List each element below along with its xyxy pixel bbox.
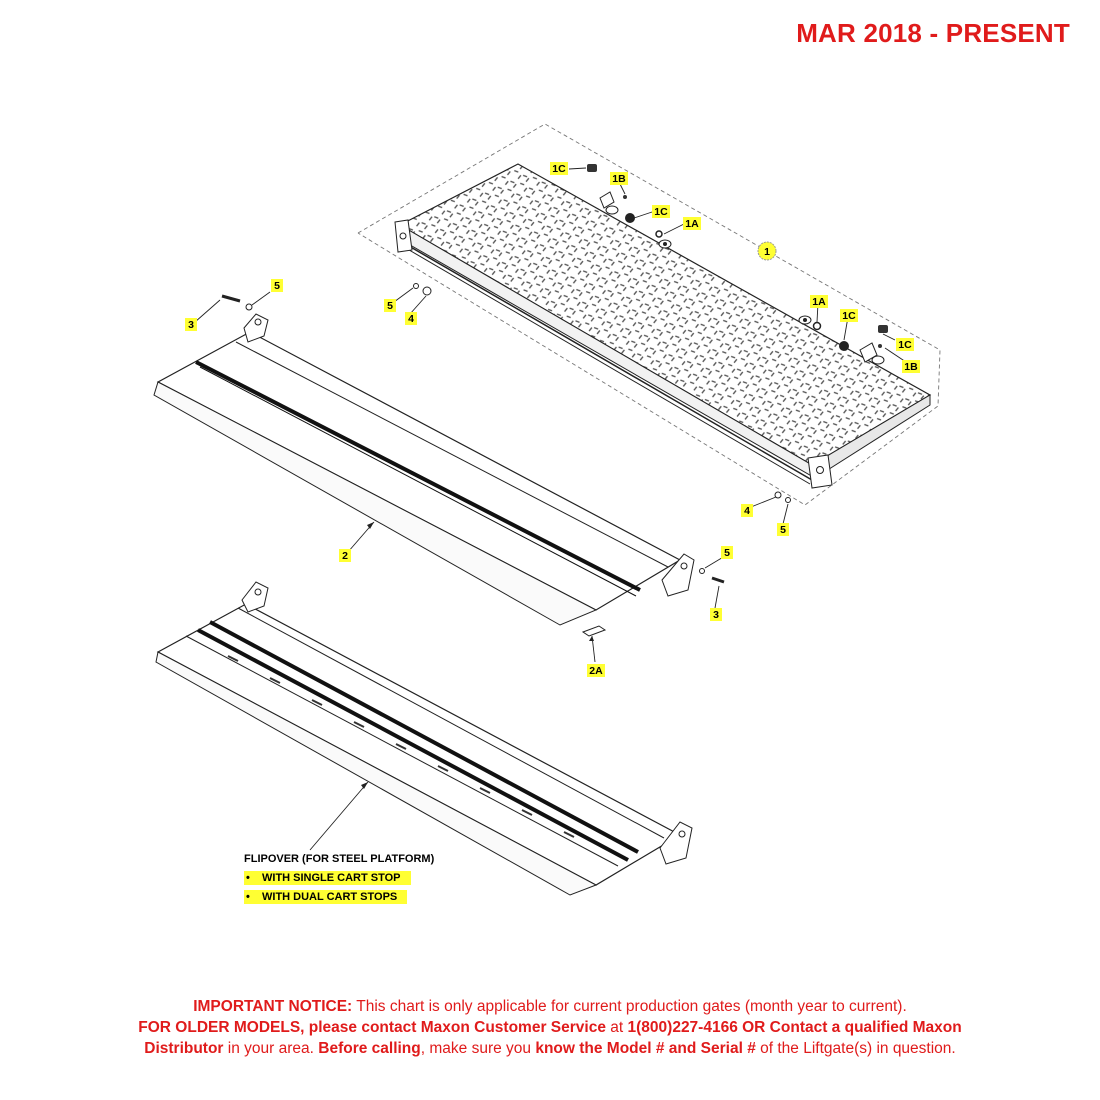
flipover-option-dual-cart-stops [244,890,407,904]
callout-5-left-bottom-text: 5 [387,300,393,312]
callout-1c-top-mid-text: 1C [654,206,668,218]
notice-strong: FOR OLDER MODELS, please contact Maxon Customer Service [138,1019,606,1036]
callout-4-bottom-text: 4 [744,505,750,517]
callout-5-right-bottom [721,546,733,559]
callout-1b-bottom-text: 1B [904,361,918,373]
callout-5-right-bottom-text: 5 [724,547,730,559]
callout-1b-bottom [902,360,920,373]
notice-strong: Distributor [144,1040,224,1057]
flipover-with-cart-stops [156,582,692,895]
callout-2a-text: 2A [589,665,603,677]
flipover-legend-title: FLIPOVER (FOR STEEL PLATFORM) [244,853,435,865]
notice-line-3 [40,1038,1060,1059]
callout-5-right-top-text: 5 [780,524,786,536]
callout-4-top-text: 4 [408,313,414,325]
callout-2a [587,664,605,677]
callout-2 [339,549,351,562]
callout-1c-top-left [550,162,568,175]
callout-1c-bottom-mid [840,309,858,322]
callout-1c-bottom-right [896,338,914,351]
notice-strong: IMPORTANT NOTICE: [193,998,353,1015]
callout-1-text: 1 [764,246,770,258]
callout-1b-top-text: 1B [612,173,626,185]
notice-line-1 [40,996,1060,1017]
callout-4-top [405,312,417,325]
flipover-option-single-cart-stop [244,871,411,885]
callout-2-text: 2 [342,550,348,562]
notice-text: at [605,1019,628,1036]
important-notice [40,996,1060,1059]
notice-phone: 1(800)227-4166 OR Contact a qualified Maxon [627,1019,962,1036]
callout-5-left-top-text: 5 [274,280,280,292]
flipover-option-row [244,871,434,890]
callout-1 [758,242,776,260]
callout-3-left-text: 3 [188,319,194,331]
callout-5-left-bottom [384,299,396,312]
callout-1c-bottom-mid-text: 1C [842,310,856,322]
bullet: • [246,891,250,903]
callout-3-left [185,318,197,331]
flipover-option-label: WITH SINGLE CART STOP [262,872,401,884]
bullet: • [246,872,250,884]
callout-1a-top-text: 1A [685,218,699,230]
notice-text: of the Liftgate(s) in question. [755,1040,956,1057]
callout-1c-bottom-right-text: 1C [898,339,912,351]
callout-3-right [710,608,722,621]
callout-1a-bottom [810,295,828,308]
callout-1b-top [610,172,628,185]
callout-3-right-text: 3 [713,609,719,621]
callout-1a-bottom-text: 1A [812,296,826,308]
flipover-option-row [244,890,434,909]
callout-1c-top-left-text: 1C [552,163,566,175]
notice-text: in your area. [223,1040,319,1057]
callout-1c-top-mid [652,205,670,218]
callout-5-left-top [271,279,283,292]
callout-4-bottom [741,504,753,517]
date-range-title: MAR 2018 - PRESENT [796,18,1070,48]
callout-1a-top [683,217,701,230]
flipover-legend [244,853,434,909]
notice-line-2 [40,1017,1060,1038]
notice-strong: Before calling [318,1040,421,1057]
callout-5-right-top [777,523,789,536]
notice-text: , make sure you [420,1040,536,1057]
notice-strong: know the Model # and Serial # [535,1040,756,1057]
flipover-option-label: WITH DUAL CART STOPS [262,891,398,903]
notice-text: This chart is only applicable for current production gates (month year to current). [352,998,907,1015]
